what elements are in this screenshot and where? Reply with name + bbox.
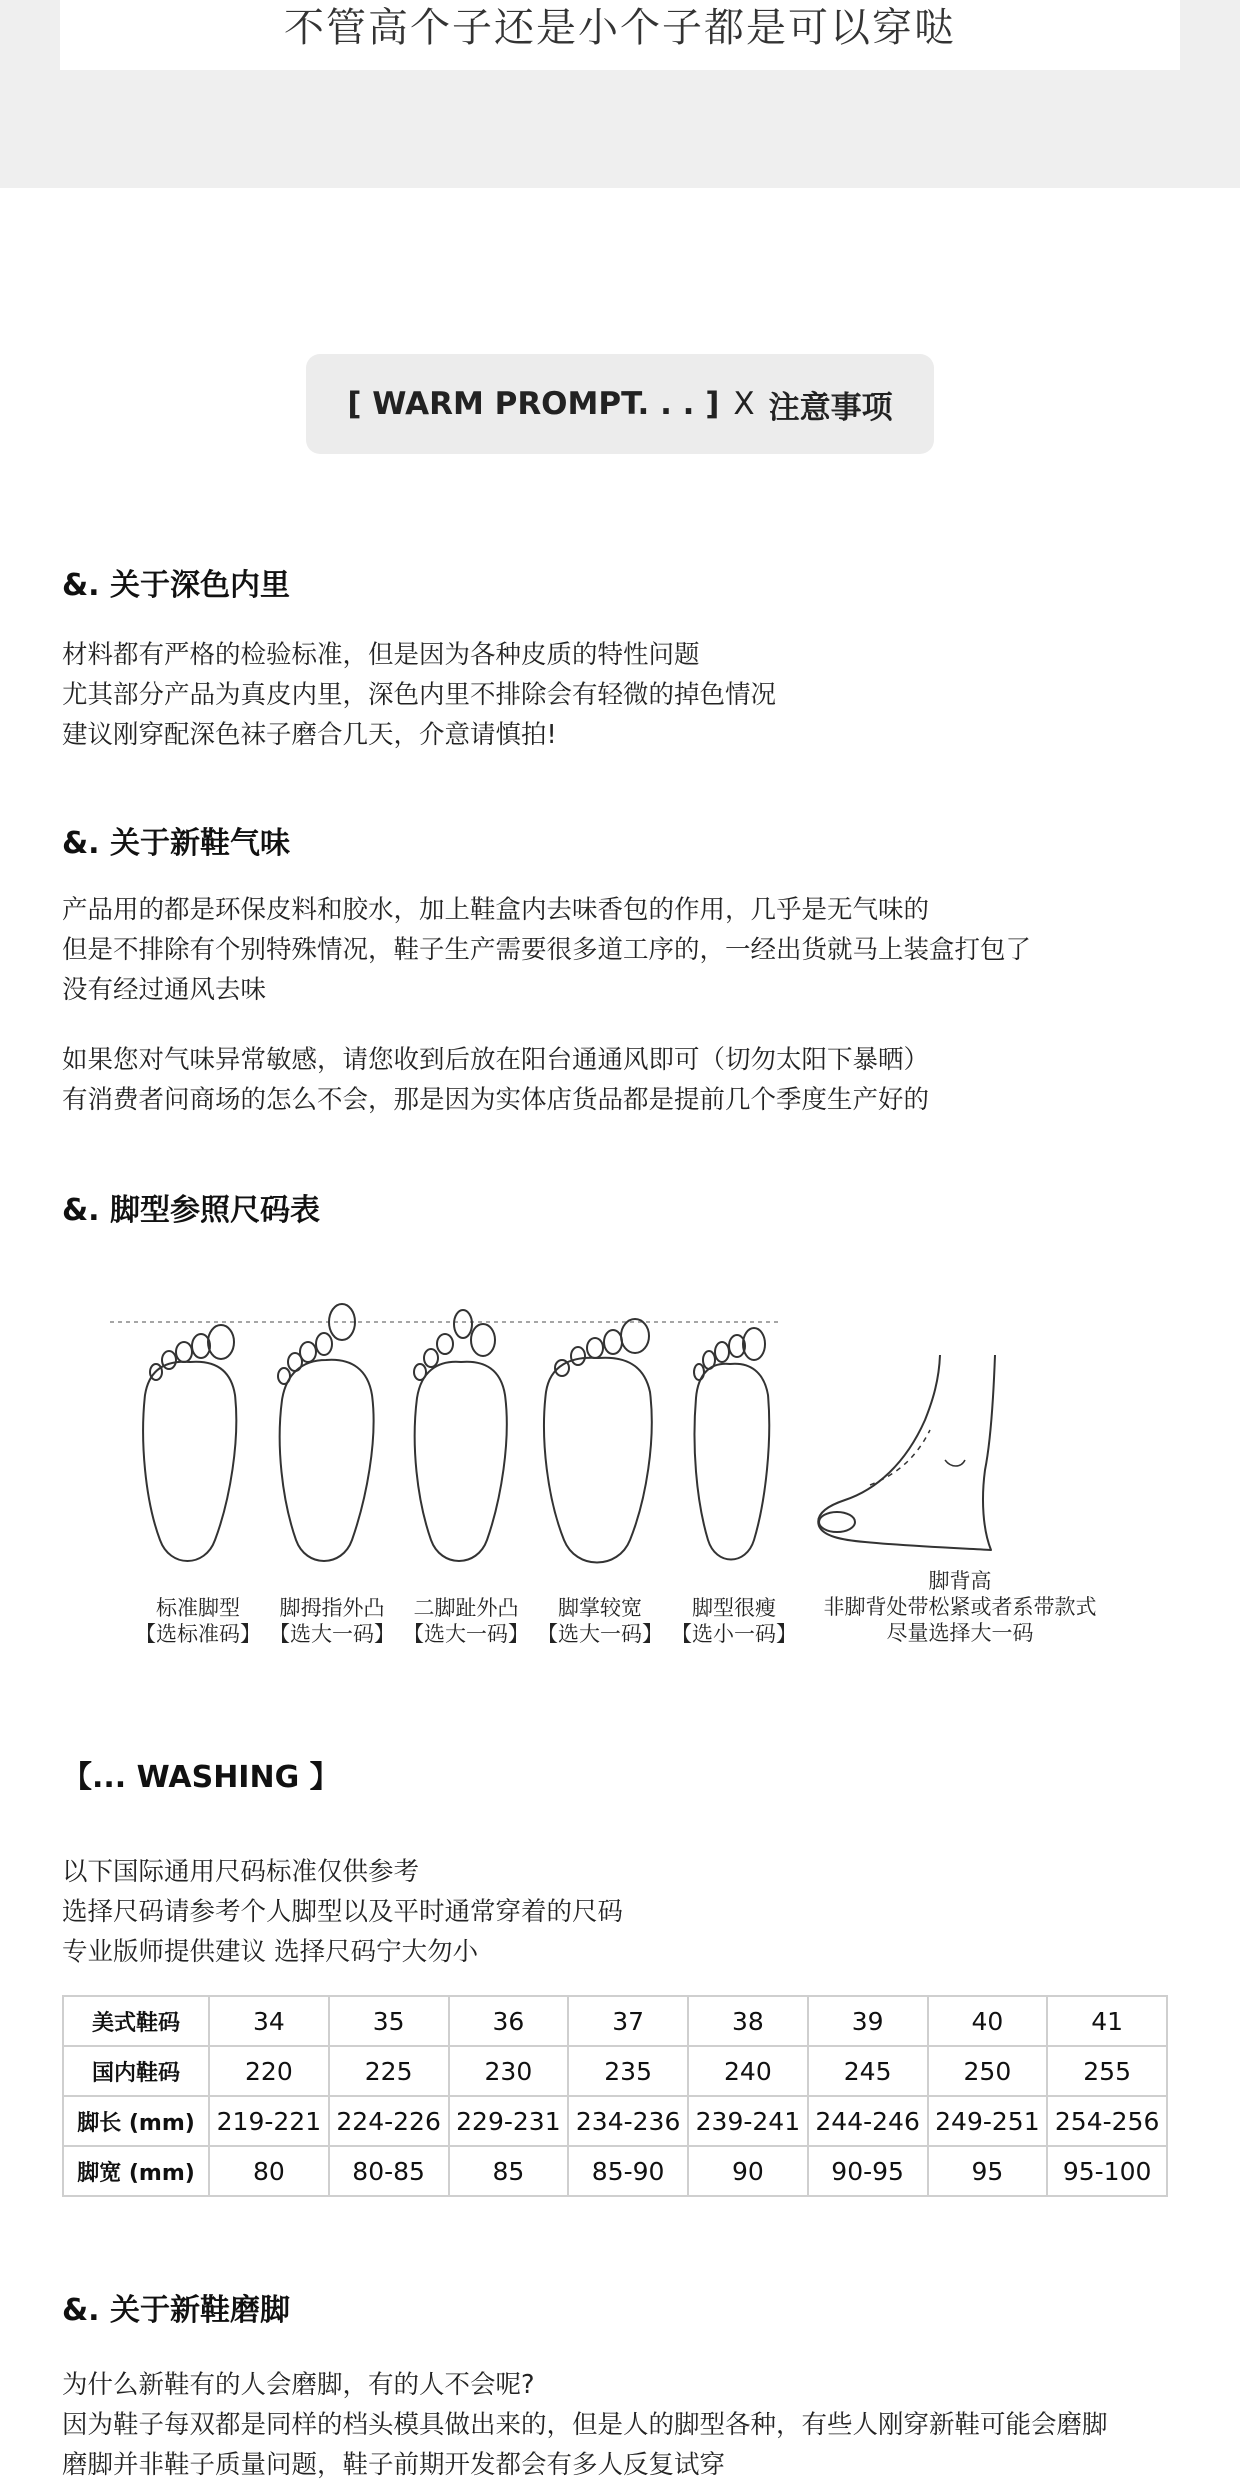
- table-cell: 245: [808, 2046, 928, 2096]
- table-cell: 80: [209, 2146, 329, 2196]
- foot-label-high-instep: [800, 1568, 1120, 1646]
- table-cell: 254-256: [1047, 2096, 1167, 2146]
- warm-prompt-box: [306, 354, 934, 454]
- text-line: 以下国际通用尺码标准仅供参考: [62, 1857, 420, 1887]
- table-cell: 230: [449, 2046, 569, 2096]
- table-row: [63, 2146, 1167, 2196]
- table-cell: 35: [329, 1996, 449, 2046]
- foot-big-toe-icon: [278, 1304, 374, 1561]
- table-cell: 34: [209, 1996, 329, 2046]
- foot-high-instep-icon: [818, 1355, 995, 1550]
- text-line: 产品用的都是环保皮料和胶水，加上鞋盒内去味香包的作用，几乎是无气味的: [62, 895, 930, 925]
- warm-prompt-x: X: [733, 386, 755, 422]
- text-line: 如果您对气味异常敏感，请您收到后放在阳台通通风即可（切勿太阳下暴晒）: [62, 1045, 930, 1075]
- table-cell: 219-221: [209, 2096, 329, 2146]
- text-line: 建议刚穿配深色袜子磨合几天，介意请慎拍!: [62, 720, 557, 750]
- foot-slim-icon: [694, 1328, 769, 1560]
- smell-text-2: [62, 1040, 929, 1120]
- table-cell: 239-241: [688, 2096, 808, 2146]
- foot-wide-icon: [544, 1319, 652, 1563]
- row-label: 脚长 (mm): [63, 2096, 209, 2146]
- foot-advice: 【选小一码】: [671, 1622, 797, 1646]
- section-title-smell: &. 关于新鞋气味: [62, 826, 291, 861]
- table-cell: 95-100: [1047, 2146, 1167, 2196]
- foot-name: 脚型很瘦: [692, 1596, 776, 1620]
- text-line: 尤其部分产品为真皮内里，深色内里不排除会有轻微的掉色情况: [62, 680, 777, 710]
- row-label: 国内鞋码: [63, 2046, 209, 2096]
- table-cell: 255: [1047, 2046, 1167, 2096]
- table-cell: 90-95: [808, 2146, 928, 2196]
- foot-advice: 【选大一码】: [403, 1622, 529, 1646]
- table-cell: 85-90: [568, 2146, 688, 2196]
- text-line: 专业版师提供建议 选择尺码宁大勿小: [62, 1937, 479, 1967]
- foot-label-slim: [664, 1595, 804, 1647]
- row-label: 美式鞋码: [63, 1996, 209, 2046]
- foot-advice: 【选大一码】: [537, 1622, 663, 1646]
- text-line: 有消费者问商场的怎么不会，那是因为实体店货品都是提前几个季度生产好的: [62, 1085, 930, 1115]
- text-line: 因为鞋子每双都是同样的档头模具做出来的，但是人的脚型各种，有些人刚穿新鞋可能会磨脚: [62, 2410, 1108, 2440]
- text-line: 但是不排除有个别特殊情况，鞋子生产需要很多道工序的，一经出货就马上装盒打包了: [62, 935, 1032, 965]
- table-cell: 39: [808, 1996, 928, 2046]
- foot-advice: 【选标准码】: [135, 1622, 261, 1646]
- foot-second-toe-icon: [414, 1310, 507, 1561]
- table-cell: 37: [568, 1996, 688, 2046]
- table-cell: 234-236: [568, 2096, 688, 2146]
- text-line: 材料都有严格的检验标准，但是因为各种皮质的特性问题: [62, 640, 700, 670]
- foot-name: 脚掌较宽: [558, 1596, 642, 1620]
- table-cell: 40: [928, 1996, 1048, 2046]
- table-cell: 85: [449, 2146, 569, 2196]
- table-cell: 220: [209, 2046, 329, 2096]
- table-cell: 38: [688, 1996, 808, 2046]
- table-cell: 41: [1047, 1996, 1167, 2046]
- table-cell: 90: [688, 2146, 808, 2196]
- instep-line: 脚背高: [928, 1569, 992, 1593]
- section-title-washing: 【... WASHING 】: [62, 1760, 340, 1795]
- table-cell: 36: [449, 1996, 569, 2046]
- foot-advice: 【选大一码】: [269, 1622, 395, 1646]
- table-cell: 249-251: [928, 2096, 1048, 2146]
- foot-name: 脚拇指外凸: [279, 1596, 385, 1620]
- text-line: 选择尺码请参考个人脚型以及平时通常穿着的尺码: [62, 1897, 624, 1927]
- foot-name: 标准脚型: [156, 1596, 240, 1620]
- washing-text: [62, 1852, 623, 1972]
- foot-label-second-toe: [396, 1595, 536, 1647]
- table-cell: 235: [568, 2046, 688, 2096]
- smell-text: [62, 890, 1031, 1010]
- warm-prompt-title: 注意事项: [768, 389, 893, 426]
- text-line: 磨脚并非鞋子质量问题，鞋子前期开发都会有多人反复试穿: [62, 2450, 726, 2480]
- table-cell: 225: [329, 2046, 449, 2096]
- warm-prompt-label: [ WARM PROMPT. . . ]: [347, 386, 720, 422]
- foot-standard-icon: [143, 1325, 236, 1561]
- foot-label-wide: [530, 1595, 670, 1647]
- table-cell: 250: [928, 2046, 1048, 2096]
- table-cell: 224-226: [329, 2096, 449, 2146]
- table-row: [63, 2096, 1167, 2146]
- foot-label-big-toe: [262, 1595, 402, 1647]
- foot-name: 二脚趾外凸: [413, 1596, 519, 1620]
- size-table: [62, 1995, 1168, 2197]
- foot-label-standard: [128, 1595, 268, 1647]
- instep-line: 非脚背处带松紧或者系带款式: [823, 1595, 1097, 1619]
- section-title-lining: &. 关于深色内里: [62, 568, 291, 603]
- table-row: [63, 2046, 1167, 2096]
- instep-line: 尽量选择大一码: [886, 1621, 1034, 1645]
- rubbing-text: [62, 2365, 1108, 2485]
- table-cell: 80-85: [329, 2146, 449, 2196]
- foot-types-illustration: [100, 1300, 1140, 1600]
- table-cell: 240: [688, 2046, 808, 2096]
- section-title-rubbing: &. 关于新鞋磨脚: [62, 2293, 291, 2328]
- banner-text: 不管高个子还是小个子都是可以穿哒: [284, 5, 956, 51]
- table-cell: 229-231: [449, 2096, 569, 2146]
- row-label: 脚宽 (mm): [63, 2146, 209, 2196]
- text-line: 没有经过通风去味: [62, 975, 267, 1005]
- section-title-foot-chart: &. 脚型参照尺码表: [62, 1193, 321, 1228]
- table-cell: 244-246: [808, 2096, 928, 2146]
- text-line: 为什么新鞋有的人会磨脚，有的人不会呢?: [62, 2370, 535, 2400]
- table-cell: 95: [928, 2146, 1048, 2196]
- lining-text: [62, 635, 776, 755]
- table-row: [63, 1996, 1167, 2046]
